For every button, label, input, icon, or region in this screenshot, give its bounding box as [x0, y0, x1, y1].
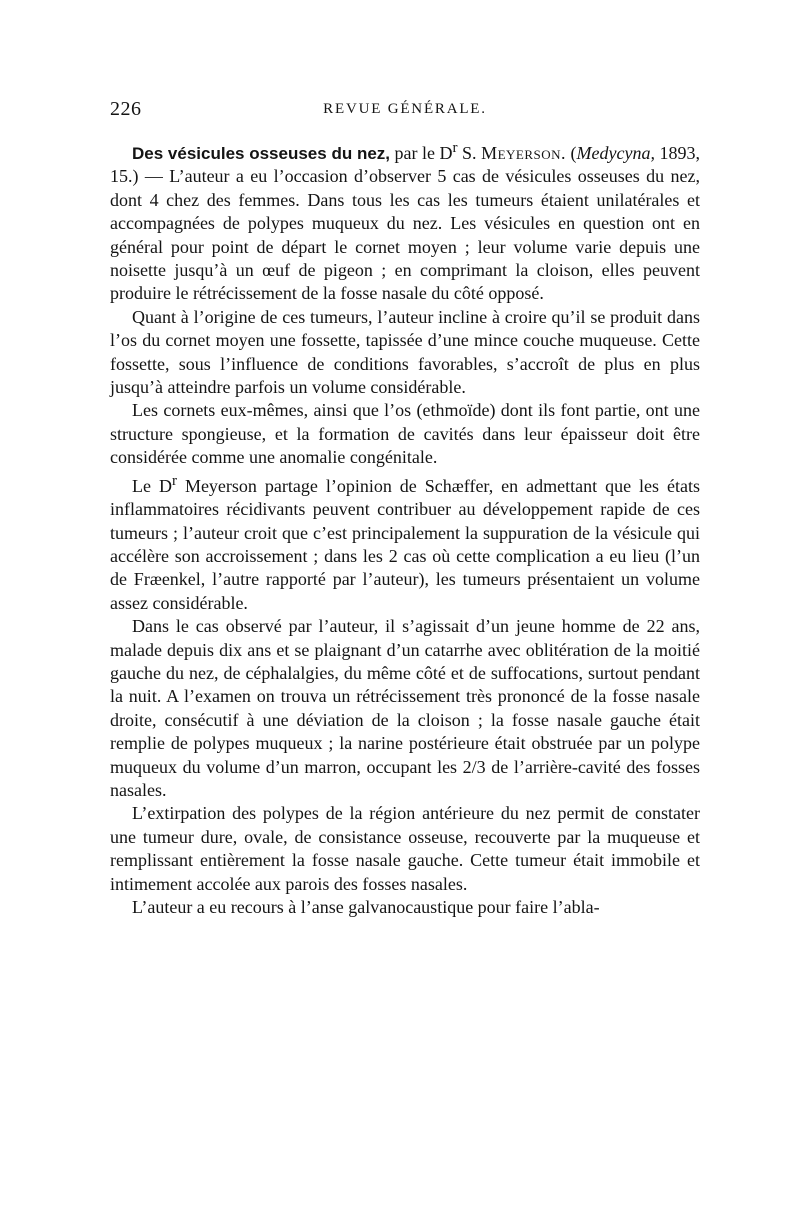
page-number: 226	[110, 98, 142, 120]
paragraph-7: L’auteur a eu recours à l’anse galvanocaustique pour faire l’abla-	[132, 897, 600, 917]
journal-name: Medycyna,	[576, 143, 655, 163]
author-prefix: par le D	[394, 143, 453, 163]
p4-title-sup: r	[171, 472, 177, 489]
article-body	[110, 137, 700, 919]
paragraph-1	[110, 137, 700, 306]
citation-open: (	[570, 143, 577, 163]
paragraph-3: Les cornets eux-mêmes, ainsi que l’os (ethmoïde) dont ils font partie, ont une structure spongieuse, et la formation de cavités dans leur épaisseur doit être considérée comme une anomalie congénitale.	[110, 400, 700, 468]
paragraph-2: Quant à l’origine de ces tumeurs, l’auteur incline à croire qu’il se produit dans l’os du cornet moyen une fossette, tapissée d’une mince couche muqueuse. Cette fossette, sous l’influence de conditions favorables, s’accroît de plus en plus jusqu’à atteindre parfois un volume considérable.	[110, 306, 700, 398]
article-title: Des vésicules osseuses du nez,	[132, 144, 391, 163]
author-name: Meyerson.	[481, 143, 567, 163]
running-header	[110, 98, 700, 128]
running-title: REVUE GÉNÉRALE.	[323, 101, 487, 117]
author-initial: S.	[462, 143, 477, 163]
p4-prefix: Le D	[132, 475, 172, 496]
paragraph-4	[110, 470, 700, 615]
author-title-sup: r	[452, 140, 458, 156]
citation-and-summary: 1893, 15.) — L’auteur a eu l’occasion d’observer 5 cas de vésicules osseuses du nez, dont 4 chez des femmes. Dans tous les cas les tumeurs étaient unilatérales et accompagnées de polypes muqueux du nez. Les vésicules en question ont en général pour point de départ le cornet moyen ; leur volume varie depuis une noisette jusqu’à un œuf de pigeon ; en comprimant la cloison, elles peuvent produire le rétrécissement de la fosse nasale du côté opposé.	[110, 143, 701, 304]
paragraph-5: Dans le cas observé par l’auteur, il s’agissait d’un jeune homme de 22 ans, malade depuis dix ans et se plaignant d’un catarrhe avec oblitération de la moitié gauche du nez, de céphalalgies, du même côté et de suffocations, surtout pendant la nuit. A l’examen on trouva un rétrécissement très prononcé de la fosse nasale droite, consécutif à une déviation de la cloison ; la fosse nasale gauche était remplie de polypes muqueux ; la narine postérieure était obstruée par un polype muqueux du volume d’un marron, occupant les 2/3 de l’arrière-cavité des fosses nasales.	[110, 616, 700, 800]
paragraph-6: L’extirpation des polypes de la région antérieure du nez permit de constater une tumeur dure, ovale, de consistance osseuse, recouverte par la muqueuse et remplissant entièrement la fosse nasale gauche. Cette tumeur était immobile et intimement accolée aux parois des fosses nasales.	[110, 803, 700, 894]
p4-text: Meyerson partage l’opinion de Schæffer, en admettant que les états inflammatoires récidivants peuvent contribuer au développement rapide de ces tumeurs ; l’auteur croit que c’est principalement la suppuration de la vésicule qui accélère son accroissement ; dans les 2 cas où cette complication a eu lieu (l’un de Fræenkel, l’autre rapporté par l’auteur), les tumeurs présentaient un volume assez considérable.	[110, 475, 701, 613]
